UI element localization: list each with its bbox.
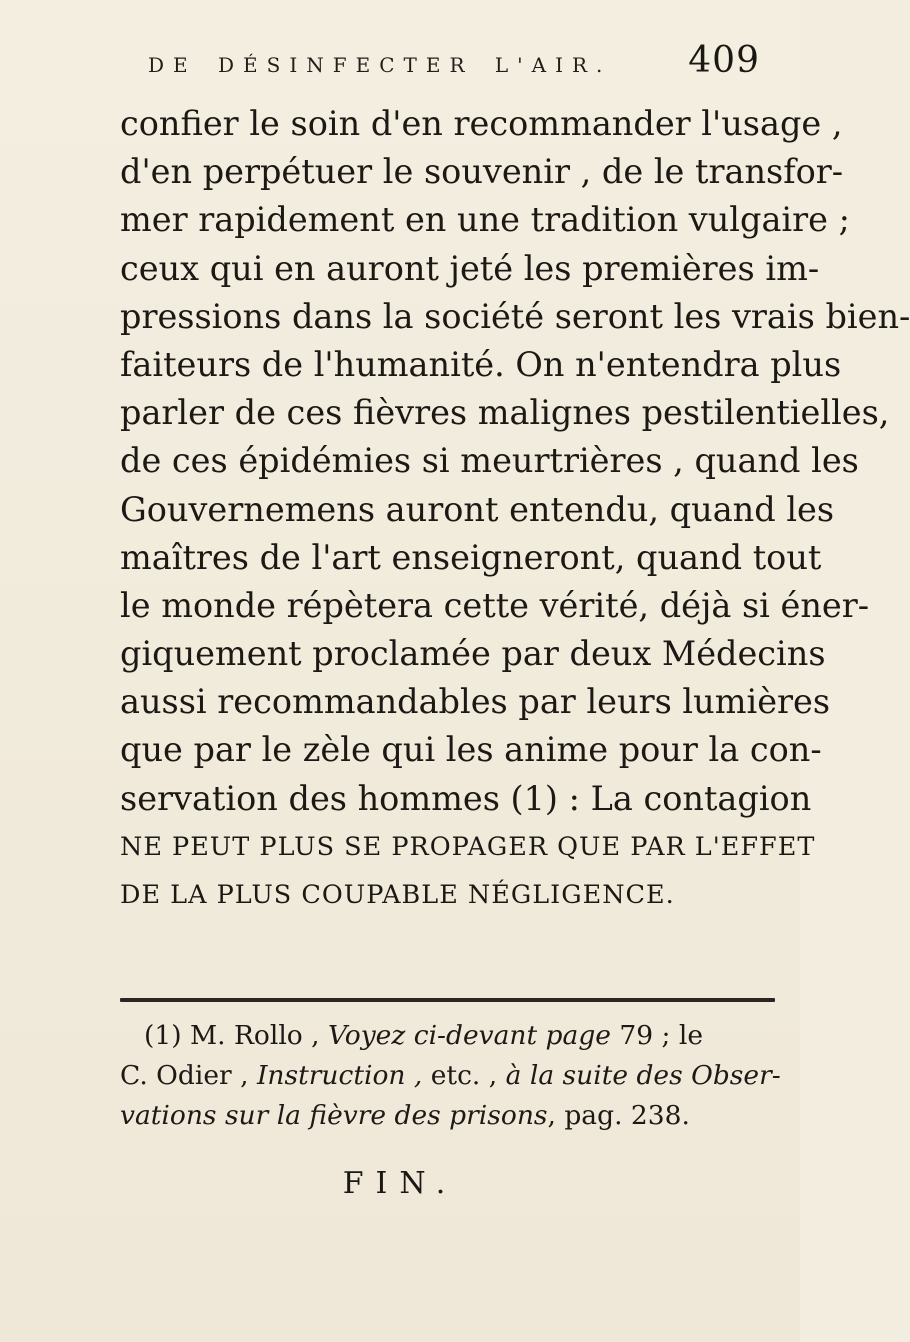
text-line: giquement proclamée par deux Médecins — [120, 634, 826, 674]
footnote-text: etc. , — [422, 1060, 506, 1091]
text-line: aussi recommandables par leurs lumières — [120, 682, 831, 722]
footnote-line — [120, 1056, 780, 1096]
text-line: parler de ces fièvres malignes pestilentielles, — [120, 393, 890, 433]
text-line: confier le soin d'en recommander l'usage , — [120, 104, 843, 143]
footnote-italic: à la suite des Obser- — [505, 1060, 781, 1091]
footnote-rule — [120, 998, 775, 1002]
text-line: faiteurs de l'humanité. On n'entendra plus — [120, 344, 842, 384]
footnote-italic: Voyez ci-devant page — [328, 1020, 611, 1051]
page-number: 409 — [688, 40, 760, 81]
fin-mark: FIN. — [342, 1166, 458, 1201]
text-line-small-caps: NE PEUT PLUS SE PROPAGER QUE PAR L'EFFET — [120, 831, 816, 862]
footnote-italic: Instruction , — [256, 1060, 423, 1091]
footnote-text: C. Odier , — [120, 1060, 257, 1091]
footnote — [120, 1016, 780, 1136]
text-line: que par le zèle qui les anime pour la con- — [120, 730, 822, 770]
text-line: pressions dans la société seront les vrais bien- — [120, 296, 910, 336]
text-line: d'en perpétuer le souvenir , de le transfor- — [120, 152, 844, 192]
text-line: ceux qui en auront jeté les premières im- — [120, 248, 820, 288]
text-line-small-caps: DE LA PLUS COUPABLE NÉGLIGENCE. — [120, 880, 675, 910]
text-line: Gouvernemens auront entendu, quand les — [120, 489, 835, 529]
footnote-text: (1) M. Rollo , — [144, 1020, 329, 1051]
footnote-line — [120, 1016, 780, 1056]
text-line: mer rapidement en une tradition vulgaire ; — [120, 200, 850, 240]
text-line: maîtres de l'art enseigneront, quand tout — [120, 537, 822, 577]
text-line: le monde répètera cette vérité, déjà si éner- — [120, 585, 870, 625]
footnote-text: 79 ; le — [610, 1020, 704, 1051]
running-head — [148, 40, 760, 90]
text-line: de ces épidémies si meurtrières , quand les — [120, 441, 859, 481]
footnote-text: , pag. 238. — [547, 1100, 690, 1131]
body-text — [120, 100, 910, 919]
text-line: servation des hommes (1) : La contagion — [120, 778, 812, 818]
footnote-italic: vations sur la fièvre des prisons — [120, 1100, 548, 1131]
footnote-line — [120, 1096, 780, 1136]
running-title: DE DÉSINFECTER L'AIR. — [148, 53, 612, 77]
